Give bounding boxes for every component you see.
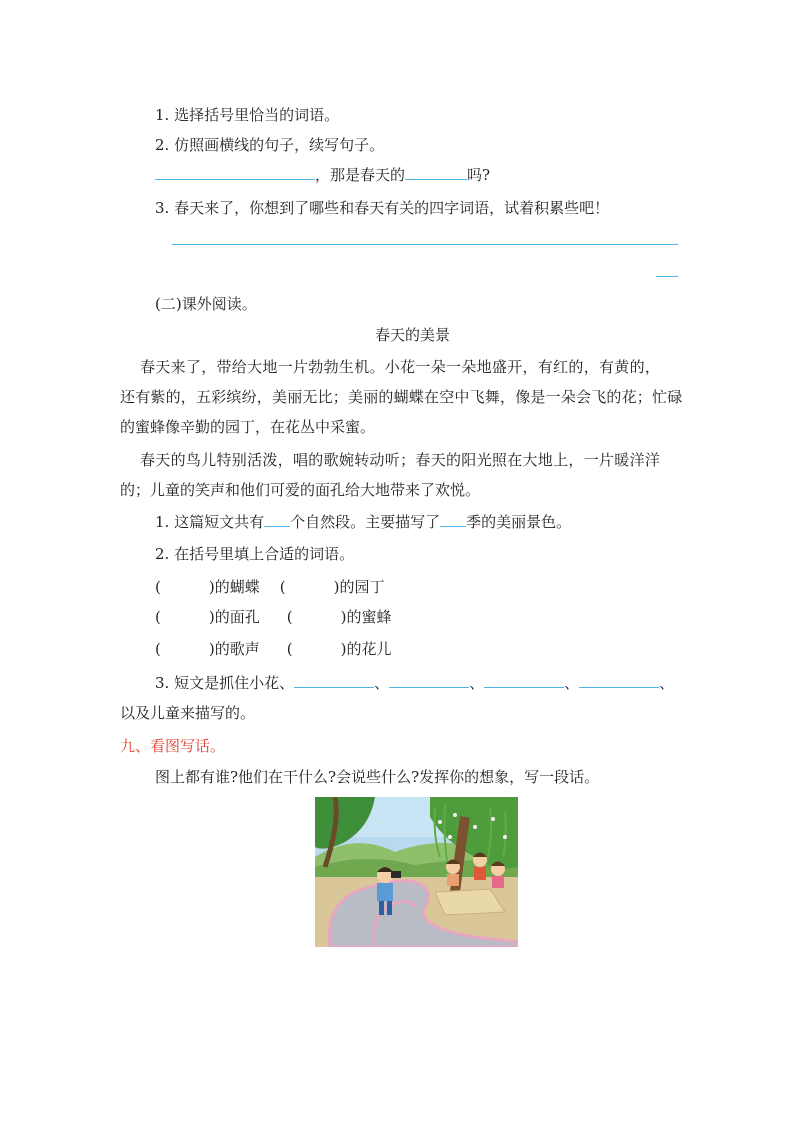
paren-open: ( (155, 608, 161, 626)
answer-blank[interactable] (484, 673, 564, 688)
picture-writing-prompt: 图上都有谁?他们在干什么?会说些什么?发挥你的想象，写一段话。 (155, 768, 600, 786)
paren-close: ) (208, 578, 215, 596)
paren-open: ( (286, 608, 293, 626)
separator: 、 (564, 674, 580, 692)
question-text: 季的美丽景色。 (466, 513, 572, 531)
pair-word: 的园丁 (339, 578, 385, 596)
paren-open: ( (286, 640, 293, 658)
answer-blank[interactable] (405, 165, 467, 180)
passage-line: 春天来了，带给大地一片勃勃生机。小花一朵一朵地盛开，有红的，有黄的， (140, 358, 661, 376)
passage-line: 还有紫的，五彩缤纷，美丽无比；美丽的蝴蝶在空中飞舞，像是一朵会飞的花；忙碌 (120, 388, 683, 406)
reading-question-3 (155, 673, 674, 693)
question-1: 1. 选择括号里恰当的词语。 (155, 106, 340, 124)
section-heading: (二)课外阅读。 (155, 295, 257, 313)
reading-question-3-end: 以及儿童来描写的。 (120, 704, 256, 722)
fill-text-end: 吗? (467, 166, 491, 184)
answer-blank[interactable] (389, 673, 469, 688)
answer-line[interactable] (172, 244, 678, 245)
separator: 、 (374, 674, 390, 692)
pair-word: 的蜜蜂 (346, 608, 392, 626)
question-3: 3. 春天来了，你想到了哪些和春天有关的四字词语，试着积累些吧！ (155, 199, 610, 217)
answer-blank[interactable] (155, 165, 315, 180)
passage-line: 的；儿童的笑声和他们可爱的面孔给大地带来了欢悦。 (120, 481, 481, 499)
question-text: 个自然段。主要描写了 (290, 513, 441, 531)
paren-close: ) (208, 608, 215, 626)
paren-close: ) (333, 578, 340, 596)
answer-blank[interactable] (440, 512, 466, 527)
pair-word: 的面孔 (214, 608, 260, 626)
question-2-fill-line (155, 165, 490, 185)
pair-word: 的歌声 (214, 640, 260, 658)
question-text: 3. 短文是抓住小花、 (155, 674, 295, 692)
illustration (315, 797, 518, 947)
question-2: 2. 仿照画横线的句子，续写句子。 (155, 136, 385, 154)
reading-question-1 (155, 512, 571, 532)
pair-word: 的蝴蝶 (214, 578, 260, 596)
paren-close: ) (340, 640, 347, 658)
separator: 、 (659, 674, 675, 692)
section-heading-picture-writing: 九、看图写话。 (120, 737, 226, 755)
passage-title: 春天的美景 (375, 326, 451, 344)
answer-blank[interactable] (294, 673, 374, 688)
answer-line[interactable] (656, 276, 678, 277)
paren-open: ( (155, 640, 161, 658)
paren-open: ( (155, 578, 161, 596)
passage-line: 的蜜蜂像辛勤的园丁，在花丛中采蜜。 (120, 418, 376, 436)
fill-pair-row (155, 639, 391, 659)
paren-close: ) (208, 640, 215, 658)
passage-line: 春天的鸟儿特别活泼，唱的歌婉转动听；春天的阳光照在大地上，一片暖洋洋 (140, 451, 661, 469)
paren-open: ( (279, 578, 286, 596)
fill-pair-row (155, 607, 391, 627)
paren-close: ) (340, 608, 347, 626)
reading-question-2: 2. 在括号里填上合适的词语。 (155, 545, 355, 563)
question-text: 1. 这篇短文共有 (155, 513, 265, 531)
fill-text-mid: ，那是春天的 (315, 166, 406, 184)
pair-word: 的花儿 (346, 640, 392, 658)
answer-blank[interactable] (264, 512, 290, 527)
separator: 、 (469, 674, 485, 692)
fill-pair-row (155, 577, 384, 597)
answer-blank[interactable] (579, 673, 659, 688)
